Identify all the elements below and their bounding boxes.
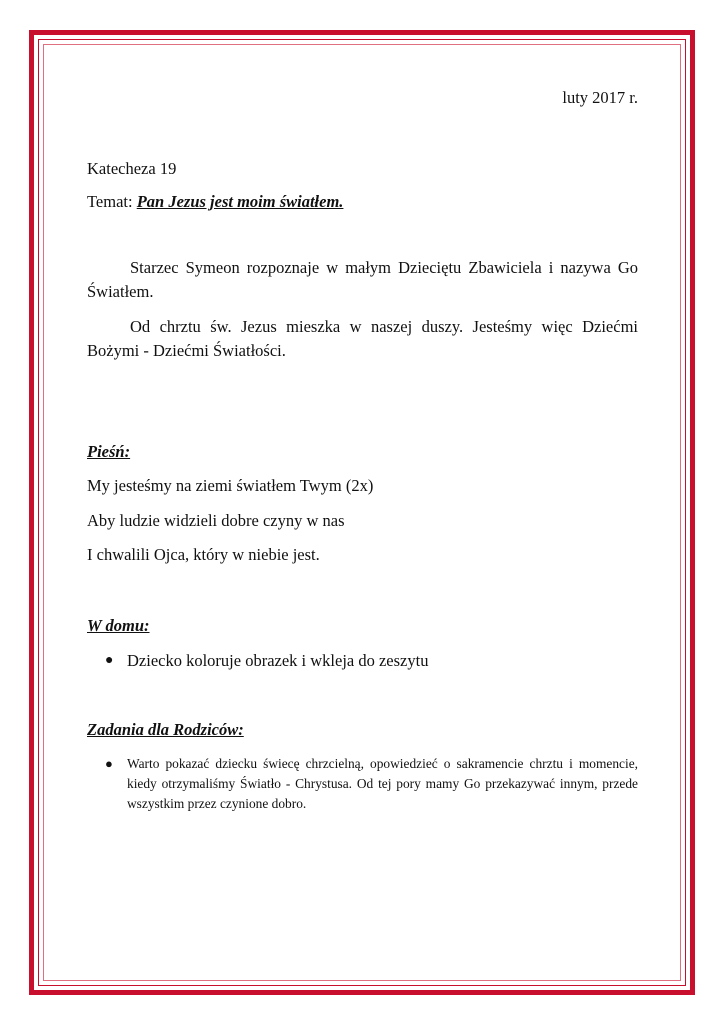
song-heading: Pieśń: [87, 442, 131, 461]
topic-title: Pan Jezus jest moim światłem. [136, 192, 344, 211]
song-line-1: My jesteśmy na ziemi światłem Twym (2x) [87, 476, 374, 495]
song-line-2: Aby ludzie widzieli dobre czyny w nas [87, 511, 345, 530]
lesson-number: Katecheza 19 [87, 159, 177, 178]
parents-list-item [105, 754, 638, 814]
home-item-text: Dziecko koloruje obrazek i wkleja do zeszytu [127, 651, 429, 670]
paragraph-1: Starzec Symeon rozpoznaje w małym Dzieciętu Zbawiciela i nazywa Go Światłem. [87, 258, 638, 301]
bullet-icon: ● [105, 653, 114, 668]
document-date: luty 2017 r. [562, 88, 638, 107]
bullet-icon: ● [105, 756, 113, 771]
song-line-3: I chwalili Ojca, który w niebie jest. [87, 545, 320, 564]
topic-label: Temat: [87, 192, 137, 211]
paragraph-2: Od chrztu św. Jezus mieszka w naszej duszy. Jesteśmy więc Dziećmi Bożymi - Dziećmi Światłości. [87, 317, 638, 360]
parents-heading: Zadania dla Rodziców: [87, 720, 244, 739]
topic-line [87, 190, 343, 214]
home-heading: W domu: [87, 616, 150, 635]
parents-item-text: Warto pokazać dziecku świecę chrzcielną, opowiedzieć o sakramencie chrztu i momencie, kiedy otrzymaliśmy Światło - Chrystusa. Od tej pory mamy Go przekazywać innym, przede wszystkim przez czynione dobro. [127, 756, 638, 811]
home-list-item [105, 649, 638, 673]
